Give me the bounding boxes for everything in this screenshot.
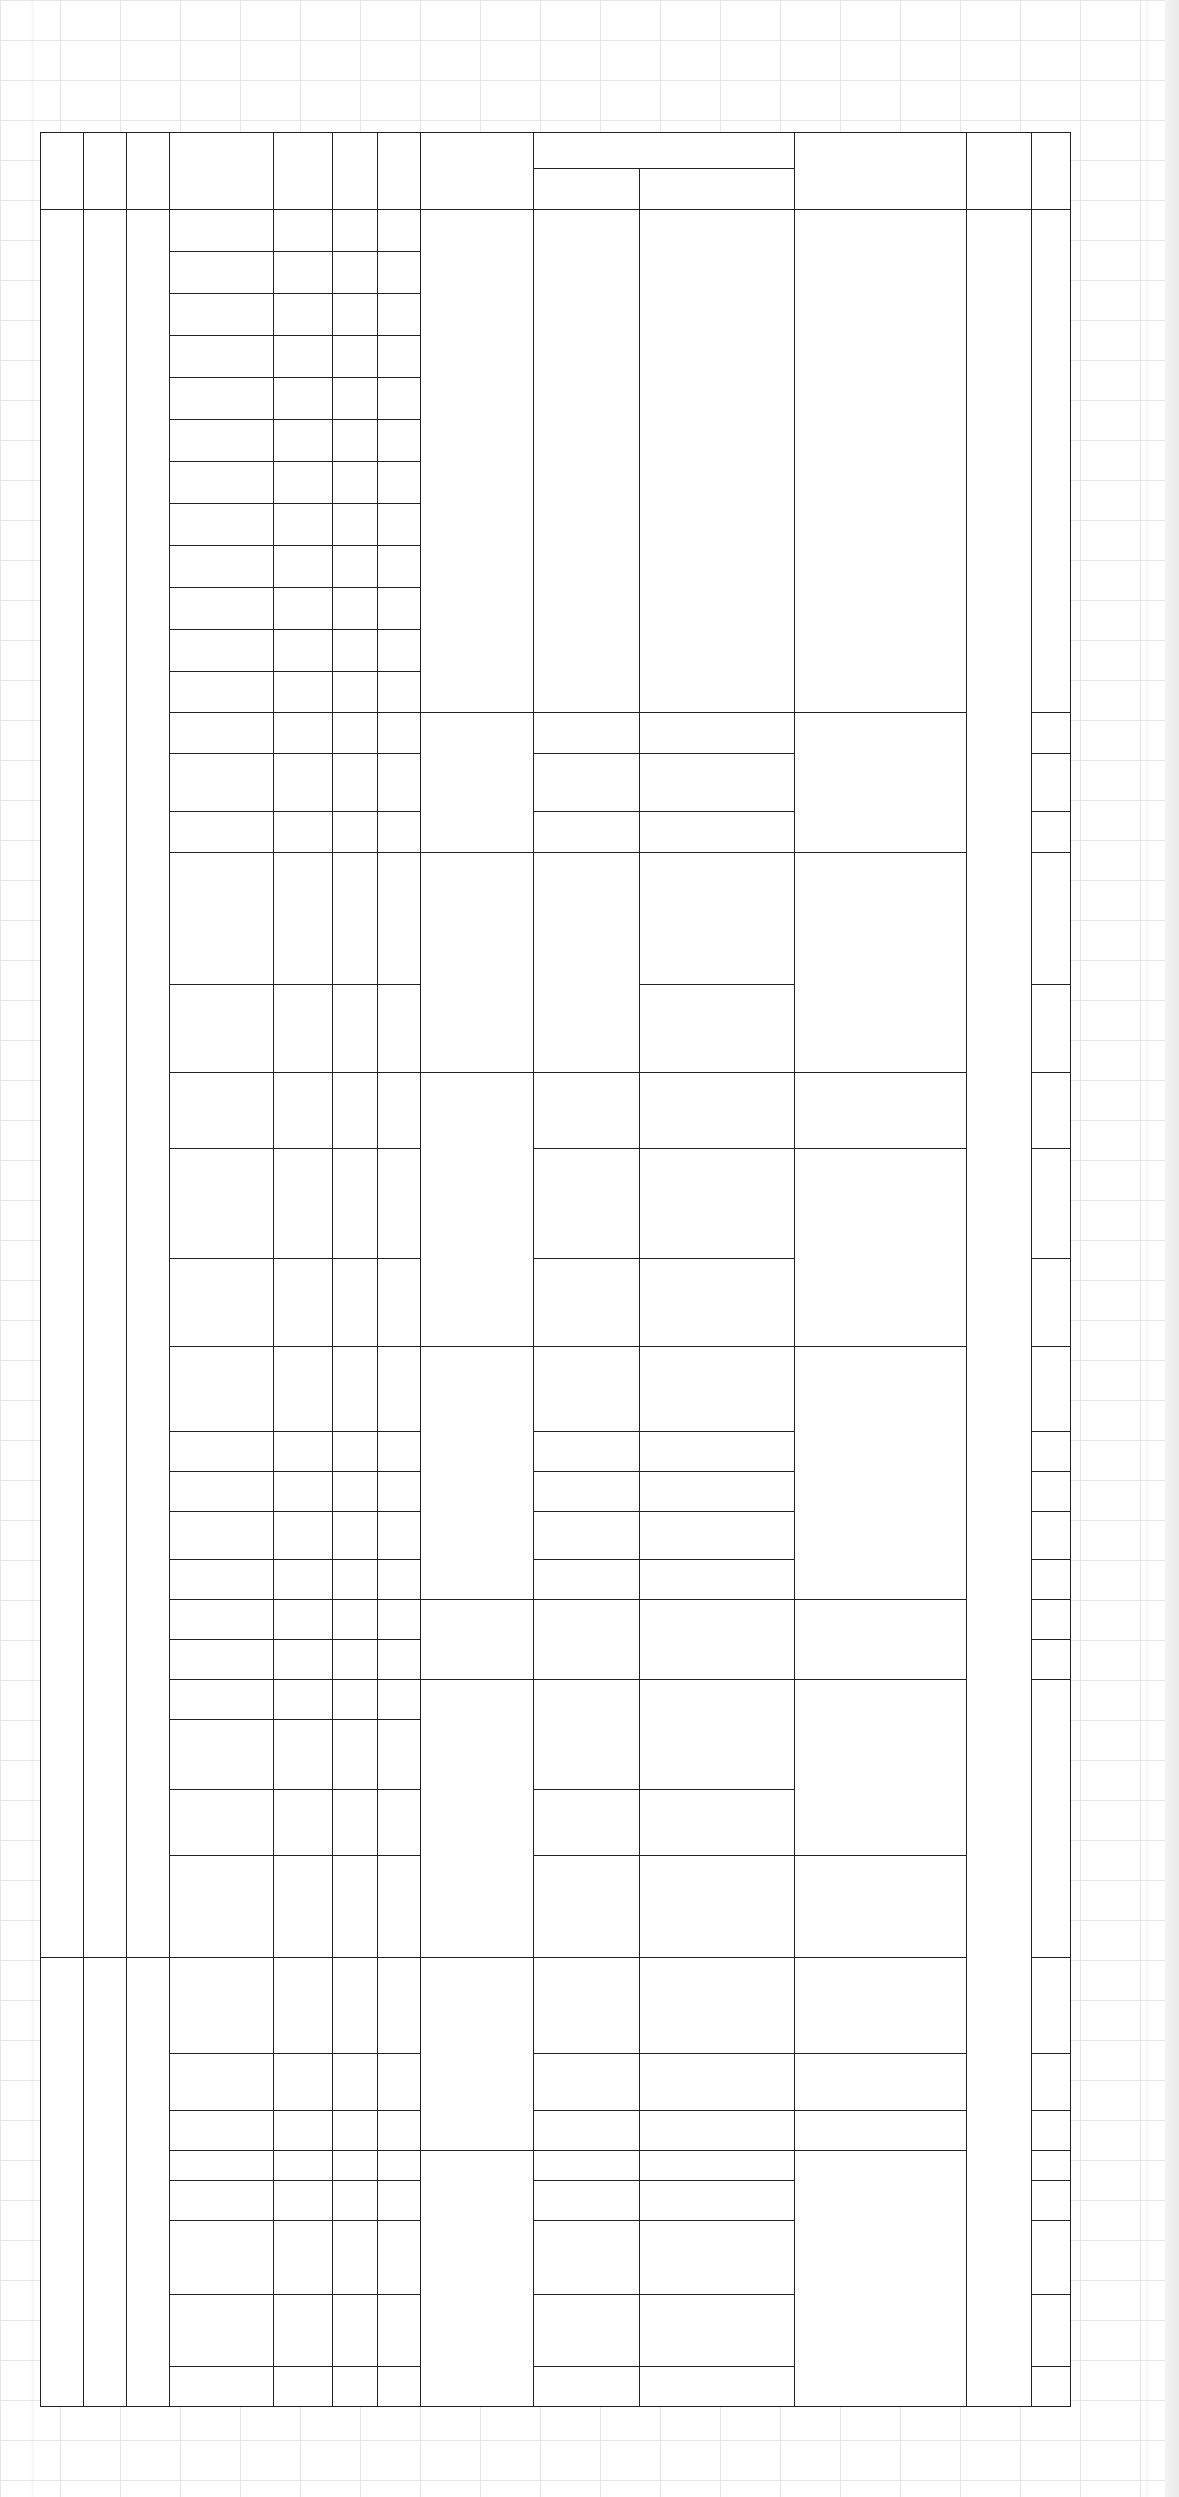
major-bachelor-cell: [534, 1512, 640, 1560]
dept-cell: [84, 1958, 127, 2407]
major-grad-cell: [640, 210, 795, 713]
post-code-cell: [274, 2295, 333, 2367]
major-grad-cell: [640, 812, 795, 853]
note-cell: [1032, 210, 1071, 713]
post-code-cell: [274, 2367, 333, 2407]
post-grade-cell: [333, 462, 378, 504]
table-row: [41, 713, 1071, 754]
major-bachelor-cell: [534, 1680, 640, 1790]
post-code-cell: [274, 1720, 333, 1790]
other-cell: [795, 2054, 967, 2111]
post-name-cell: [170, 2181, 274, 2221]
table-body: [41, 133, 1071, 2407]
post-code-cell: [274, 1472, 333, 1512]
post-grade-cell: [333, 2151, 378, 2181]
other-cell: [795, 1347, 967, 1600]
post-code-cell: [274, 1958, 333, 2054]
count-cell: [378, 2151, 421, 2181]
post-grade-cell: [333, 1149, 378, 1259]
post-name-cell: [170, 1073, 274, 1149]
major-bachelor-cell: [534, 1600, 640, 1680]
post-grade-cell: [333, 630, 378, 672]
count-cell: [378, 1640, 421, 1680]
post-name-cell: [170, 1720, 274, 1790]
major-grad-cell: [640, 985, 795, 1073]
post-grade-cell: [333, 2221, 378, 2295]
post-name-cell: [170, 1512, 274, 1560]
major-bachelor-cell: [534, 713, 640, 754]
note-cell: [1032, 853, 1071, 985]
major-bachelor-cell: [534, 210, 640, 713]
nature-cell: [127, 1958, 170, 2407]
header-major: [534, 133, 795, 169]
major-grad-cell: [640, 1472, 795, 1512]
count-cell: [378, 504, 421, 546]
post-name-cell: [170, 1560, 274, 1600]
edu-cell: [421, 1347, 534, 1600]
post-grade-cell: [333, 1680, 378, 1720]
note-cell: [1032, 1958, 1071, 2054]
table-row: [41, 853, 1071, 985]
count-cell: [378, 1472, 421, 1512]
post-code-cell: [274, 336, 333, 378]
table-row: [41, 210, 1071, 252]
post-code-cell: [274, 2054, 333, 2111]
post-name-cell: [170, 754, 274, 812]
post-grade-cell: [333, 1560, 378, 1600]
note-cell: [1032, 1432, 1071, 1472]
major-bachelor-cell: [534, 1958, 640, 2054]
post-grade-cell: [333, 1958, 378, 2054]
post-grade-cell: [333, 1856, 378, 1958]
post-code-cell: [274, 378, 333, 420]
note-cell: [1032, 1600, 1071, 1640]
post-code-cell: [274, 1640, 333, 1680]
major-grad-cell: [640, 2054, 795, 2111]
post-code-cell: [274, 1856, 333, 1958]
major-grad-cell: [640, 2181, 795, 2221]
count-cell: [378, 1073, 421, 1149]
other-cell: [795, 1149, 967, 1347]
major-grad-cell: [640, 1856, 795, 1958]
post-grade-cell: [333, 504, 378, 546]
post-code-cell: [274, 713, 333, 754]
scrollbar-track[interactable]: [1165, 0, 1179, 2497]
post-name-cell: [170, 1472, 274, 1512]
post-grade-cell: [333, 2181, 378, 2221]
count-cell: [378, 1432, 421, 1472]
post-code-cell: [274, 1790, 333, 1856]
post-code-cell: [274, 504, 333, 546]
other-cell: [795, 1856, 967, 1958]
header-post-name: [170, 133, 274, 210]
post-grade-cell: [333, 2367, 378, 2407]
count-cell: [378, 210, 421, 252]
post-grade-cell: [333, 1472, 378, 1512]
post-name-cell: [170, 1432, 274, 1472]
major-grad-cell: [640, 2367, 795, 2407]
table-row: [41, 2151, 1071, 2181]
count-cell: [378, 1958, 421, 2054]
major-grad-cell: [640, 1958, 795, 2054]
note-cell: [1032, 1512, 1071, 1560]
post-name-cell: [170, 1680, 274, 1720]
post-grade-cell: [333, 378, 378, 420]
post-grade-cell: [333, 2054, 378, 2111]
post-name-cell: [170, 1958, 274, 2054]
note-cell: [1032, 1680, 1071, 1958]
count-cell: [378, 1600, 421, 1640]
post-code-cell: [274, 546, 333, 588]
post-code-cell: [274, 1432, 333, 1472]
unit-cell: [41, 1958, 84, 2407]
post-name-cell: [170, 588, 274, 630]
post-name-cell: [170, 504, 274, 546]
post-grade-cell: [333, 2111, 378, 2151]
other-cell: [795, 713, 967, 853]
major-grad-cell: [640, 1347, 795, 1432]
post-grade-cell: [333, 1790, 378, 1856]
nature-cell: [127, 210, 170, 1958]
count-cell: [378, 546, 421, 588]
major-grad-cell: [640, 1600, 795, 1680]
post-grade-cell: [333, 985, 378, 1073]
count-cell: [378, 2367, 421, 2407]
post-code-cell: [274, 630, 333, 672]
post-name-cell: [170, 853, 274, 985]
major-bachelor-cell: [534, 1432, 640, 1472]
header-count: [378, 133, 421, 210]
count-cell: [378, 378, 421, 420]
note-cell: [1032, 2367, 1071, 2407]
post-name-cell: [170, 546, 274, 588]
post-name-cell: [170, 420, 274, 462]
other-cell: [795, 1600, 967, 1680]
post-name-cell: [170, 210, 274, 252]
count-cell: [378, 1512, 421, 1560]
post-code-cell: [274, 2151, 333, 2181]
major-bachelor-cell: [534, 754, 640, 812]
header-nature: [127, 133, 170, 210]
dept-cell: [84, 210, 127, 1958]
table-row: [41, 2054, 1071, 2111]
post-name-cell: [170, 672, 274, 713]
major-bachelor-cell: [534, 2111, 640, 2151]
count-cell: [378, 462, 421, 504]
post-name-cell: [170, 2295, 274, 2367]
header-note: [1032, 133, 1071, 210]
major-grad-cell: [640, 1680, 795, 1790]
post-name-cell: [170, 2151, 274, 2181]
major-bachelor-cell: [534, 1259, 640, 1347]
post-name-cell: [170, 1856, 274, 1958]
post-code-cell: [274, 812, 333, 853]
post-code-cell: [274, 1347, 333, 1432]
count-cell: [378, 630, 421, 672]
post-grade-cell: [333, 252, 378, 294]
note-cell: [1032, 2054, 1071, 2111]
count-cell: [378, 1720, 421, 1790]
note-cell: [1032, 1560, 1071, 1600]
major-grad-cell: [640, 2111, 795, 2151]
major-grad-cell: [640, 853, 795, 985]
post-name-cell: [170, 1790, 274, 1856]
major-bachelor-cell: [534, 2151, 640, 2181]
post-name-cell: [170, 1347, 274, 1432]
post-code-cell: [274, 1512, 333, 1560]
count-cell: [378, 985, 421, 1073]
other-cell: [795, 210, 967, 713]
count-cell: [378, 754, 421, 812]
post-grade-cell: [333, 1259, 378, 1347]
major-bachelor-cell: [534, 1856, 640, 1958]
count-cell: [378, 2295, 421, 2367]
count-cell: [378, 1149, 421, 1259]
major-bachelor-cell: [534, 2295, 640, 2367]
post-grade-cell: [333, 812, 378, 853]
positions-table: [40, 132, 1071, 2407]
table-row: [41, 1347, 1071, 1432]
post-code-cell: [274, 1600, 333, 1640]
post-name-cell: [170, 1259, 274, 1347]
major-bachelor-cell: [534, 812, 640, 853]
post-name-cell: [170, 252, 274, 294]
header-row: [41, 133, 1071, 169]
count-cell: [378, 713, 421, 754]
note-cell: [1032, 1472, 1071, 1512]
post-grade-cell: [333, 210, 378, 252]
note-cell: [1032, 985, 1071, 1073]
post-code-cell: [274, 1149, 333, 1259]
major-grad-cell: [640, 1790, 795, 1856]
other-cell: [795, 853, 967, 1073]
note-cell: [1032, 2181, 1071, 2221]
post-grade-cell: [333, 420, 378, 462]
note-cell: [1032, 754, 1071, 812]
edu-cell: [421, 2151, 534, 2407]
table-row: [41, 1149, 1071, 1259]
post-name-cell: [170, 2054, 274, 2111]
note-cell: [1032, 2151, 1071, 2181]
count-cell: [378, 1680, 421, 1720]
major-grad-cell: [640, 1512, 795, 1560]
post-name-cell: [170, 462, 274, 504]
post-name-cell: [170, 2221, 274, 2295]
count-cell: [378, 588, 421, 630]
header-edu: [421, 133, 534, 210]
post-name-cell: [170, 1600, 274, 1640]
post-code-cell: [274, 420, 333, 462]
count-cell: [378, 2054, 421, 2111]
count-cell: [378, 2221, 421, 2295]
major-bachelor-cell: [534, 2181, 640, 2221]
other-cell: [795, 1680, 967, 1856]
header-unit: [41, 133, 84, 210]
major-grad-cell: [640, 2151, 795, 2181]
post-code-cell: [274, 1073, 333, 1149]
note-cell: [1032, 713, 1071, 754]
note-cell: [1032, 2221, 1071, 2295]
major-bachelor-cell: [534, 1073, 640, 1149]
major-grad-cell: [640, 2295, 795, 2367]
note-cell: [1032, 1259, 1071, 1347]
count-cell: [378, 1259, 421, 1347]
post-grade-cell: [333, 294, 378, 336]
post-grade-cell: [333, 853, 378, 985]
post-code-cell: [274, 1680, 333, 1720]
major-grad-cell: [640, 754, 795, 812]
post-name-cell: [170, 985, 274, 1073]
note-cell: [1032, 1149, 1071, 1259]
major-grad-cell: [640, 1149, 795, 1259]
count-cell: [378, 1856, 421, 1958]
count-cell: [378, 1560, 421, 1600]
post-name-cell: [170, 713, 274, 754]
post-grade-cell: [333, 1600, 378, 1640]
count-cell: [378, 252, 421, 294]
header-phone: [967, 133, 1032, 210]
post-code-cell: [274, 210, 333, 252]
count-cell: [378, 2181, 421, 2221]
major-bachelor-cell: [534, 1149, 640, 1259]
table-row: [41, 1958, 1071, 2054]
count-cell: [378, 1347, 421, 1432]
other-cell: [795, 2111, 967, 2151]
post-code-cell: [274, 672, 333, 713]
post-grade-cell: [333, 754, 378, 812]
post-code-cell: [274, 2111, 333, 2151]
post-grade-cell: [333, 1720, 378, 1790]
note-cell: [1032, 1073, 1071, 1149]
note-cell: [1032, 812, 1071, 853]
other-cell: [795, 2151, 967, 2407]
header-major-grad: [640, 169, 795, 210]
post-name-cell: [170, 1640, 274, 1680]
post-code-cell: [274, 588, 333, 630]
post-grade-cell: [333, 713, 378, 754]
post-name-cell: [170, 294, 274, 336]
edu-cell: [421, 1958, 534, 2151]
post-code-cell: [274, 462, 333, 504]
post-code-cell: [274, 754, 333, 812]
post-code-cell: [274, 2221, 333, 2295]
header-major-bachelor: [534, 169, 640, 210]
major-bachelor-cell: [534, 1347, 640, 1432]
post-grade-cell: [333, 2295, 378, 2367]
edu-cell: [421, 1680, 534, 1958]
major-bachelor-cell: [534, 1472, 640, 1512]
table-row: [41, 1856, 1071, 1958]
post-grade-cell: [333, 1073, 378, 1149]
post-name-cell: [170, 378, 274, 420]
post-code-cell: [274, 294, 333, 336]
table-row: [41, 1073, 1071, 1149]
count-cell: [378, 1790, 421, 1856]
note-cell: [1032, 1640, 1071, 1680]
major-grad-cell: [640, 2221, 795, 2295]
major-grad-cell: [640, 1432, 795, 1472]
count-cell: [378, 853, 421, 985]
post-grade-cell: [333, 672, 378, 713]
major-bachelor-cell: [534, 1790, 640, 1856]
edu-cell: [421, 713, 534, 853]
post-code-cell: [274, 252, 333, 294]
post-name-cell: [170, 2111, 274, 2151]
major-bachelor-cell: [534, 2221, 640, 2295]
post-name-cell: [170, 812, 274, 853]
count-cell: [378, 672, 421, 713]
major-grad-cell: [640, 713, 795, 754]
post-grade-cell: [333, 336, 378, 378]
phone-cell: [967, 210, 1032, 2407]
header-post-code: [274, 133, 333, 210]
edu-cell: [421, 1600, 534, 1680]
edu-cell: [421, 1073, 534, 1347]
post-code-cell: [274, 2181, 333, 2221]
post-code-cell: [274, 853, 333, 985]
count-cell: [378, 812, 421, 853]
table-row: [41, 2111, 1071, 2151]
other-cell: [795, 1073, 967, 1149]
count-cell: [378, 420, 421, 462]
post-grade-cell: [333, 588, 378, 630]
post-name-cell: [170, 336, 274, 378]
header-other: [795, 133, 967, 210]
post-grade-cell: [333, 1347, 378, 1432]
edu-cell: [421, 210, 534, 713]
major-grad-cell: [640, 1073, 795, 1149]
post-grade-cell: [333, 1640, 378, 1680]
post-grade-cell: [333, 546, 378, 588]
post-grade-cell: [333, 1432, 378, 1472]
unit-cell: [41, 210, 84, 1958]
count-cell: [378, 336, 421, 378]
note-cell: [1032, 1347, 1071, 1432]
major-bachelor-cell: [534, 2054, 640, 2111]
header-dept: [84, 133, 127, 210]
post-grade-cell: [333, 1512, 378, 1560]
header-post-grade: [333, 133, 378, 210]
major-bachelor-cell: [534, 1560, 640, 1600]
table-row: [41, 1680, 1071, 1720]
count-cell: [378, 294, 421, 336]
post-name-cell: [170, 1149, 274, 1259]
other-cell: [795, 1958, 967, 2054]
note-cell: [1032, 2295, 1071, 2367]
edu-cell: [421, 853, 534, 1073]
post-code-cell: [274, 1259, 333, 1347]
note-cell: [1032, 2111, 1071, 2151]
count-cell: [378, 2111, 421, 2151]
post-name-cell: [170, 630, 274, 672]
major-bachelor-cell: [534, 853, 640, 1073]
major-bachelor-cell: [534, 2367, 640, 2407]
post-code-cell: [274, 1560, 333, 1600]
table-row: [41, 1600, 1071, 1640]
post-code-cell: [274, 985, 333, 1073]
major-grad-cell: [640, 1560, 795, 1600]
post-name-cell: [170, 2367, 274, 2407]
major-grad-cell: [640, 1259, 795, 1347]
